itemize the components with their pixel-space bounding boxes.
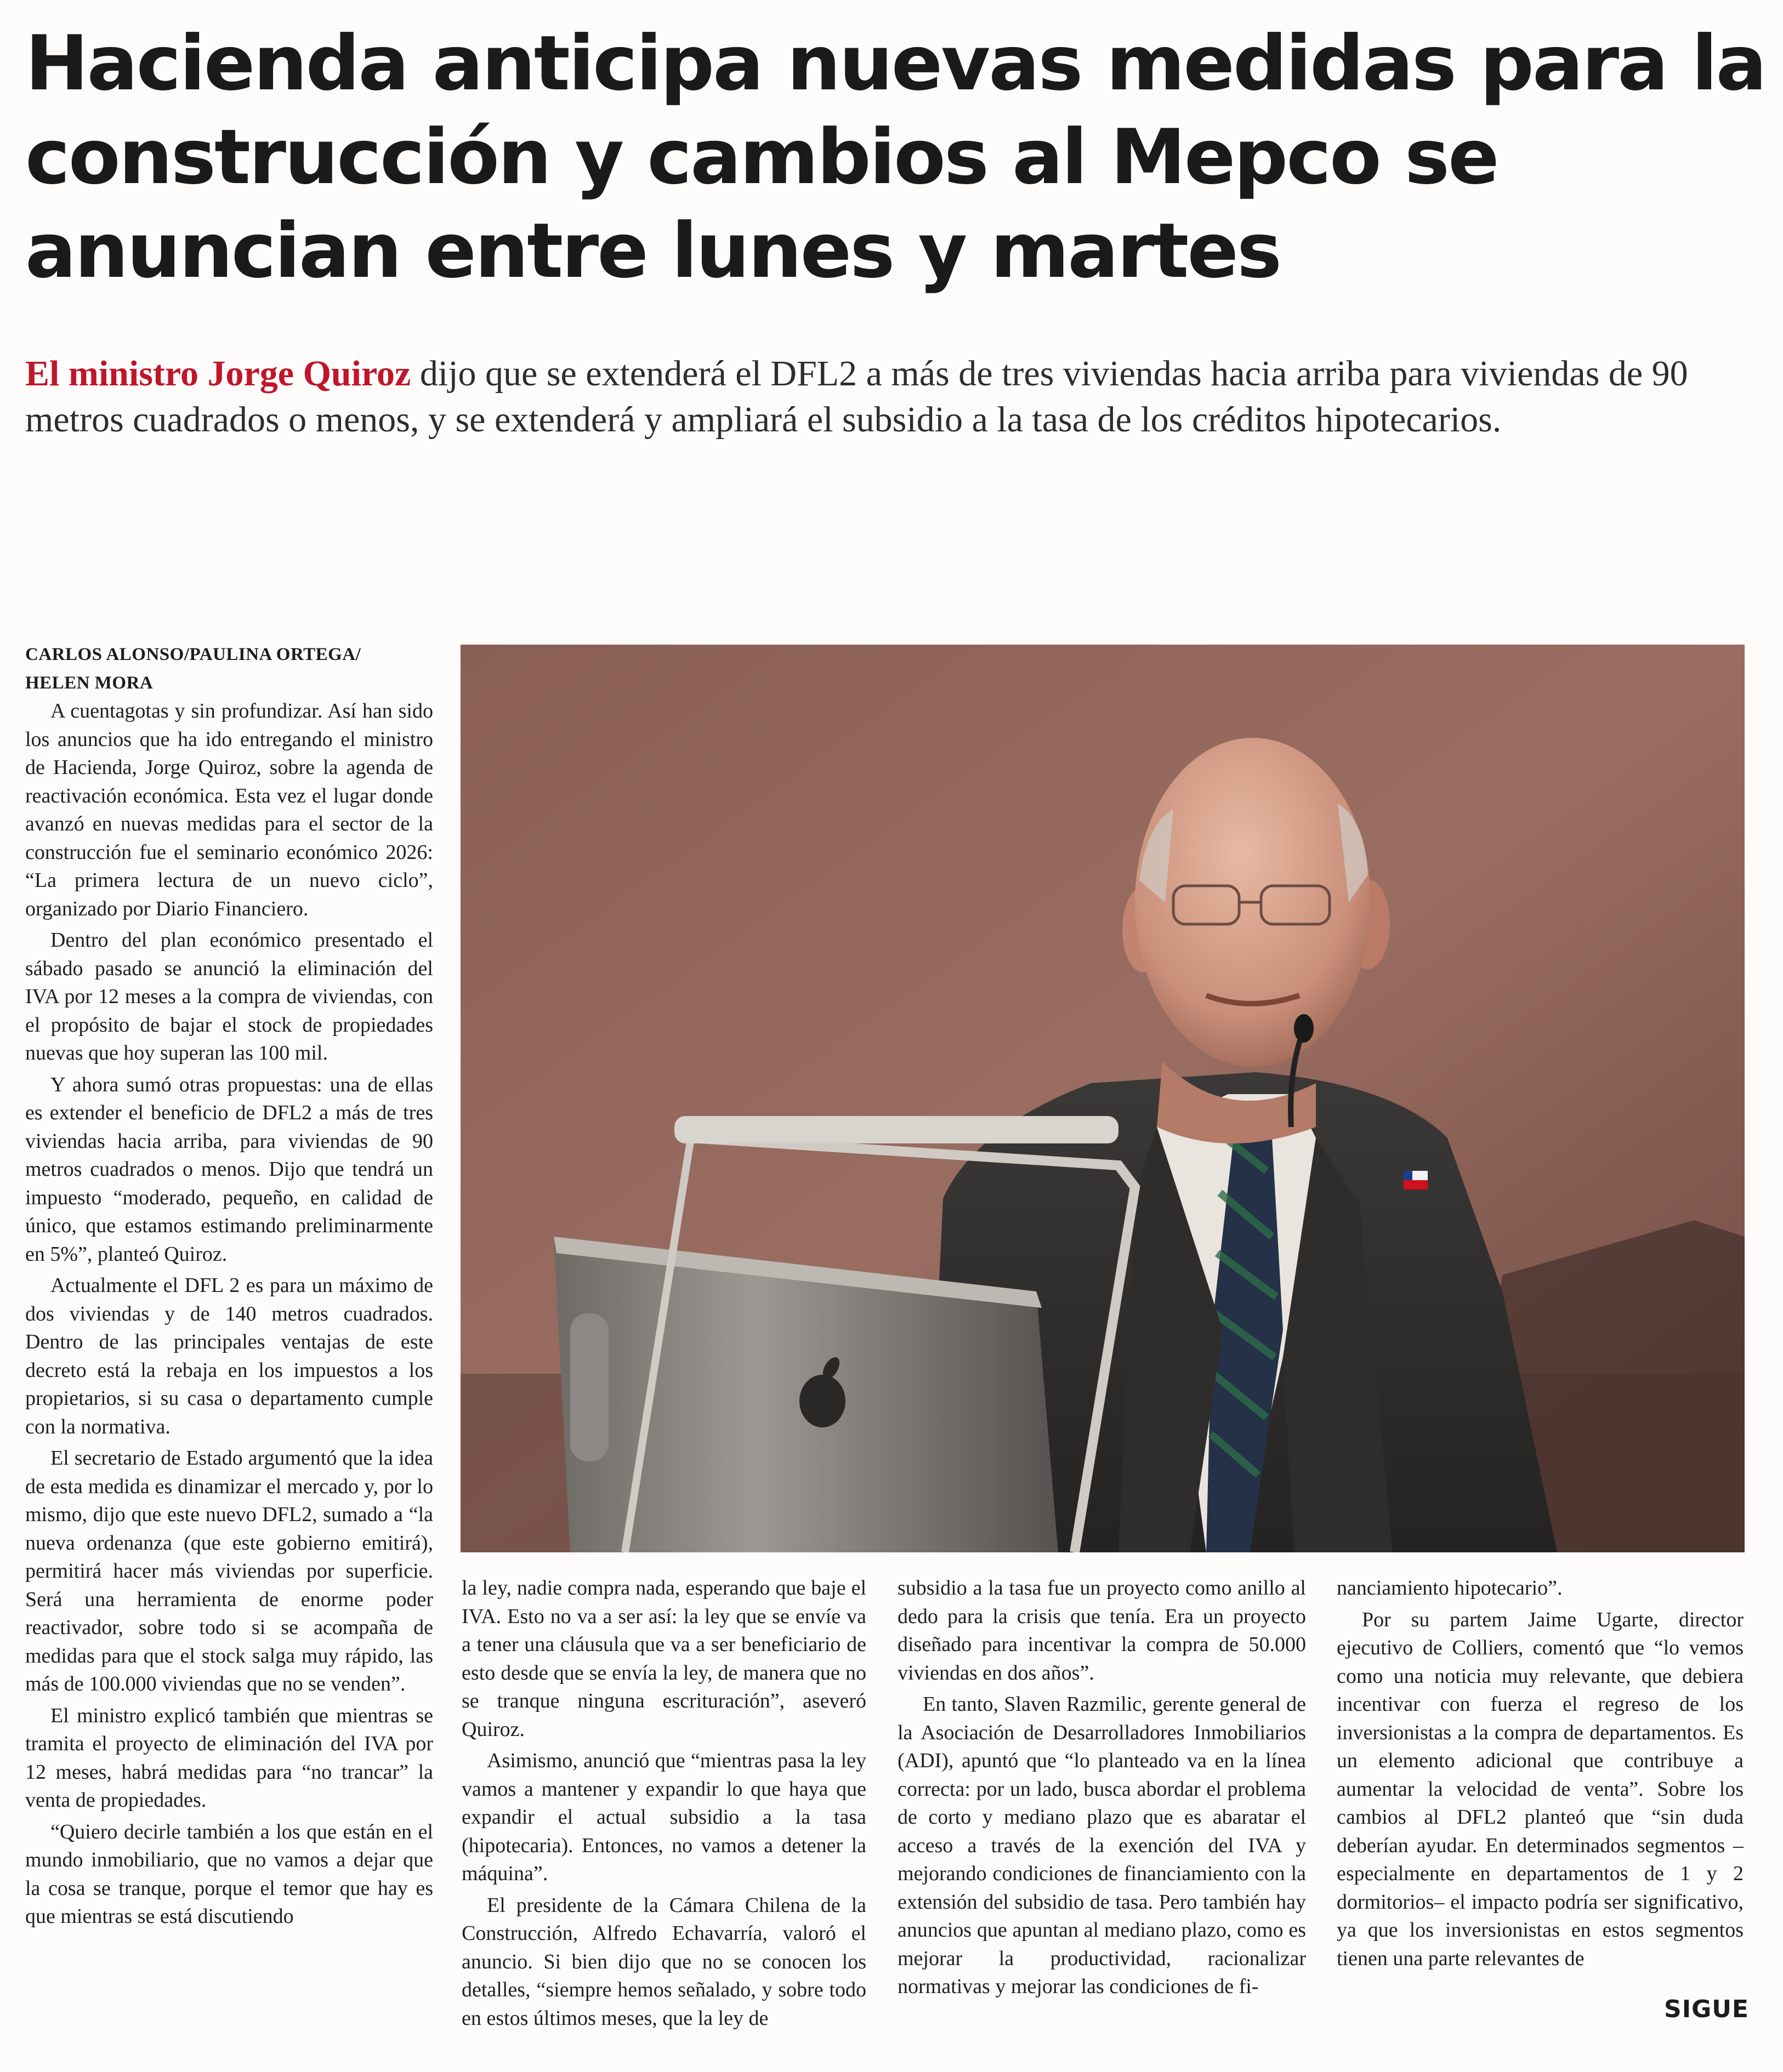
paragraph: Asimismo, anunció que “mientras pasa la ley vamos a mantener y expandir lo que haya que expandir el actual subsidio a la tasa (hipotecaria). Entonces, no vamos a detener la máquina”.	[462, 1749, 866, 1885]
paragraph: “Quiero decirle también a los que están en el mundo inmobiliario, que no vamos a dejar que la cosa se tranque, porque el temor que hay es que mientras se está discutiendo	[25, 1820, 433, 1928]
paragraph: Actualmente el DFL 2 es para un máximo de dos viviendas y de 140 metros cuadrados. Dentro de las principales ventajas de este decreto está la rebaja en los impuestos a los propietarios, si su casa o departamento cumple con la normativa.	[25, 1274, 433, 1438]
paragraph: El presidente de la Cámara Chilena de la Construcción, Alfredo Echavarría, valoró el anuncio. Si bien dijo que no se conocen los detalles, “siempre hemos señalado, y sobre todo en estos últimos meses, que la ley de	[462, 1893, 866, 2030]
headline: Hacienda anticipa nuevas medidas para la construcción y cambios al Mepco se anuncian entre lunes y martes	[25, 19, 1765, 295]
byline: CARLOS ALONSO/PAULINA ORTEGA/ HELEN MORA	[25, 645, 361, 693]
paragraph: Y ahora sumó otras propuestas: una de ellas es extender el beneficio de DFL2 a más de tres viviendas hacia arriba, para viviendas de 90 metros cuadrados o menos. Dijo que tendrá un impuesto “moderado, pequeño, en calidad de único, que estamos estimando preliminarmente en 5%”, planteó Quiroz.	[25, 1073, 433, 1266]
article-column-4	[1337, 1574, 1744, 1973]
lead-paragraph	[25, 351, 1763, 443]
paragraph: A cuentagotas y sin profundizar. Así han sido los anuncios que ha ido entregando el ministro de Hacienda, Jorge Quiroz, sobre la agenda de reactivación económica. Esta vez el lugar donde avanzó en nuevas medidas para el sector de la construcción fue el seminario económico 2026: “La primera lectura de un nuevo ciclo”, organizado por Diario Financiero.	[25, 699, 433, 920]
article-column-3	[898, 1574, 1306, 2001]
paragraph: Dentro del plan económico presentado el sábado pasado se anunció la eliminación del IVA por 12 meses a la compra de viviendas, con el propósito de bajar el stock de propiedades nuevas que hoy superan las 100 mil.	[25, 929, 433, 1065]
paragraph: El secretario de Estado argumentó que la idea de esta medida es dinamizar el mercado y, por lo mismo, dijo que este nuevo DFL2, sumado a “la nueva ordenanza (que este gobierno emitirá), permitirá hacer más viviendas por superficie. Será una herramienta de enorme poder reactivador, sobre todo si se acompaña de medidas para que el stock salga muy rápido, las más de 100.000 viviendas que no se venden”.	[25, 1447, 433, 1695]
paragraph: Por su partem Jaime Ugarte, director ejecutivo de Colliers, comentó que “lo vemos como una noticia muy relevante, que debiera incentivar con fuerza el regreso de los inversionistas a la compra de departamentos. Es un elemento adicional que contribuye a aumentar la velocidad de venta”. Sobre los cambios al DFL2 planteó que “sin duda deberían ayudar. En determinados segmentos –especialmente en departamentos de 1 y 2 dormitorios– el impacto podría ser significativo, ya que los inversionistas en estos segmentos tienen una parte relevantes de	[1337, 1608, 1744, 1970]
article-column-2	[462, 1574, 866, 2033]
lead-highlight: El ministro Jorge Quiroz	[25, 354, 411, 394]
continues-label: SIGUE	[1664, 1995, 1749, 2023]
minister-photo	[461, 645, 1745, 1552]
article-column-1	[25, 697, 433, 1931]
paragraph: la ley, nadie compra nada, esperando que baje el IVA. Esto no va a ser así: la ley que se envíe va a tener una cláusula que va a ser beneficiario de esto desde que se envía la ley, de manera que no se tranque ninguna escrituración”, aseveró Quiroz.	[462, 1576, 866, 1741]
paragraph: subsidio a la tasa fue un proyecto como anillo al dedo para la crisis que tenía. Era un proyecto diseñado para incentivar la compra de 50.000 viviendas en dos años”.	[898, 1576, 1306, 1684]
paragraph: El ministro explicó también que mientras se tramita el proyecto de eliminación del IVA por 12 meses, habrá medidas para “no trancar” la venta de propiedades.	[25, 1704, 433, 1812]
paragraph: En tanto, Slaven Razmilic, gerente general de la Asociación de Desarrolladores Inmobiliarios (ADI), apuntó que “lo planteado va en la línea correcta: por un lado, busca abordar el problema de corto y mediano plazo que es abaratar el acceso a través de la exención del IVA y mejorando condiciones de financiamiento con la extensión del subsidio de tasa. Pero también hay anuncios que apuntan al mediano plazo, como es mejorar la productividad, racionalizar normativas y mejorar las condiciones de fi-	[898, 1693, 1306, 1998]
paragraph: nanciamiento hipotecario”.	[1337, 1576, 1563, 1599]
lead-text: dijo que se extenderá el DFL2 a más de tres viviendas hacia arriba para viviendas de 90 metros cuadrados o menos, y se extenderá y ampliará el subsidio a la tasa de los créditos hipotecarios.	[25, 354, 1688, 440]
